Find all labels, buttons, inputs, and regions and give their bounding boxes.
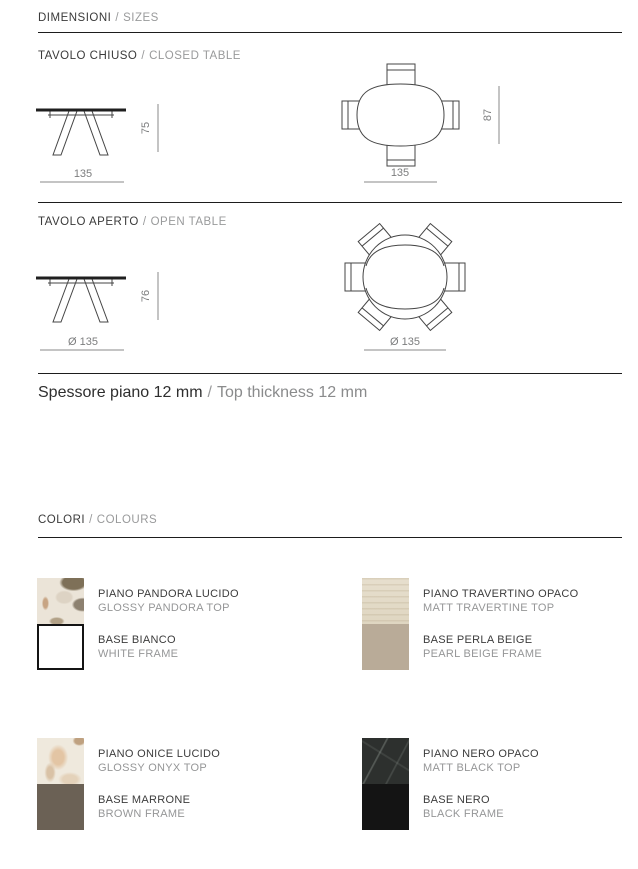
finish-name-it: PIANO PANDORA LUCIDO bbox=[98, 588, 239, 600]
thickness-en: Top thickness 12 mm bbox=[216, 384, 368, 401]
finish-name-en: MATT BLACK TOP bbox=[423, 762, 521, 774]
title-separator: / bbox=[142, 216, 147, 228]
open-table-side-view bbox=[36, 272, 158, 350]
open-title-it: TAVOLO APERTO bbox=[38, 216, 139, 228]
closed-depth-label: 87 bbox=[482, 108, 494, 122]
open-title-en: OPEN TABLE bbox=[150, 216, 227, 228]
closed-title-it: TAVOLO CHIUSO bbox=[38, 50, 138, 62]
open-height-label: 76 bbox=[140, 289, 152, 303]
closed-title-en: CLOSED TABLE bbox=[149, 50, 241, 62]
finish-name-it: BASE BIANCO bbox=[98, 634, 176, 646]
finish-base-row bbox=[362, 624, 638, 670]
swatch-pandora-marble bbox=[37, 578, 84, 624]
closed-table-side-view bbox=[36, 104, 158, 182]
divider-line bbox=[38, 537, 622, 538]
title-separator: / bbox=[89, 514, 93, 526]
finish-card-onice-marrone bbox=[37, 738, 337, 830]
open-width-label: Ø 135 bbox=[68, 336, 98, 348]
finish-name-it: BASE PERLA BEIGE bbox=[423, 634, 533, 646]
finish-top-row bbox=[37, 738, 337, 784]
sizes-title-en: SIZES bbox=[123, 12, 159, 24]
colours-title-en: COLOURS bbox=[96, 514, 158, 526]
finish-top-row bbox=[37, 578, 337, 624]
thickness-it: Spessore piano 12 mm bbox=[38, 384, 203, 401]
sizes-title-it: DIMENSIONI bbox=[38, 12, 112, 24]
divider-line bbox=[38, 373, 622, 374]
title-separator: / bbox=[115, 12, 120, 24]
finish-name-it: BASE MARRONE bbox=[98, 794, 191, 806]
open-table-plan-view bbox=[345, 224, 465, 350]
finish-top-row bbox=[362, 738, 638, 784]
swatch-black-marble bbox=[362, 738, 409, 784]
divider-line bbox=[38, 202, 622, 203]
closed-height-label: 75 bbox=[140, 121, 152, 135]
swatch-brown-frame bbox=[37, 784, 84, 830]
finish-name-it: PIANO TRAVERTINO OPACO bbox=[423, 588, 579, 600]
swatch-pearl-beige-frame bbox=[362, 624, 409, 670]
open-diameter-label: Ø 135 bbox=[390, 336, 420, 348]
closed-table-plan-view bbox=[342, 64, 499, 182]
finish-name-en: BROWN FRAME bbox=[98, 808, 186, 820]
swatch-onyx-marble bbox=[37, 738, 84, 784]
finish-name-en: GLOSSY ONYX TOP bbox=[98, 762, 208, 774]
closed-plan-width-label: 135 bbox=[390, 167, 410, 179]
colours-title-it: COLORI bbox=[38, 514, 86, 526]
finish-card-nero-nero bbox=[362, 738, 638, 830]
finish-name-en: GLOSSY PANDORA TOP bbox=[98, 602, 230, 614]
swatch-white-frame bbox=[37, 624, 84, 670]
colours-section-title bbox=[38, 514, 157, 526]
swatch-black-frame bbox=[362, 784, 409, 830]
finish-name-en: WHITE FRAME bbox=[98, 648, 179, 660]
finish-base-row bbox=[362, 784, 638, 830]
finish-name-it: BASE NERO bbox=[423, 794, 490, 806]
finish-top-row bbox=[362, 578, 638, 624]
open-table-drawing bbox=[0, 220, 638, 362]
finish-name-it: PIANO NERO OPACO bbox=[423, 748, 539, 760]
title-separator: / bbox=[141, 50, 146, 62]
finish-name-en: BLACK FRAME bbox=[423, 808, 504, 820]
finish-name-en: MATT TRAVERTINE TOP bbox=[423, 602, 555, 614]
finish-name-it: PIANO ONICE LUCIDO bbox=[98, 748, 221, 760]
finish-name-en: PEARL BEIGE FRAME bbox=[423, 648, 542, 660]
finish-card-travertino-perla bbox=[362, 578, 638, 670]
closed-table-drawing bbox=[0, 60, 638, 202]
finish-base-row bbox=[37, 784, 337, 830]
divider-line bbox=[38, 32, 622, 33]
top-thickness-note bbox=[38, 384, 367, 402]
closed-width-label: 135 bbox=[73, 168, 93, 180]
title-separator: / bbox=[207, 384, 212, 401]
sizes-section-title bbox=[38, 12, 159, 24]
finish-card-pandora-bianco bbox=[37, 578, 337, 670]
swatch-travertine bbox=[362, 578, 409, 624]
finish-base-row bbox=[37, 624, 337, 670]
